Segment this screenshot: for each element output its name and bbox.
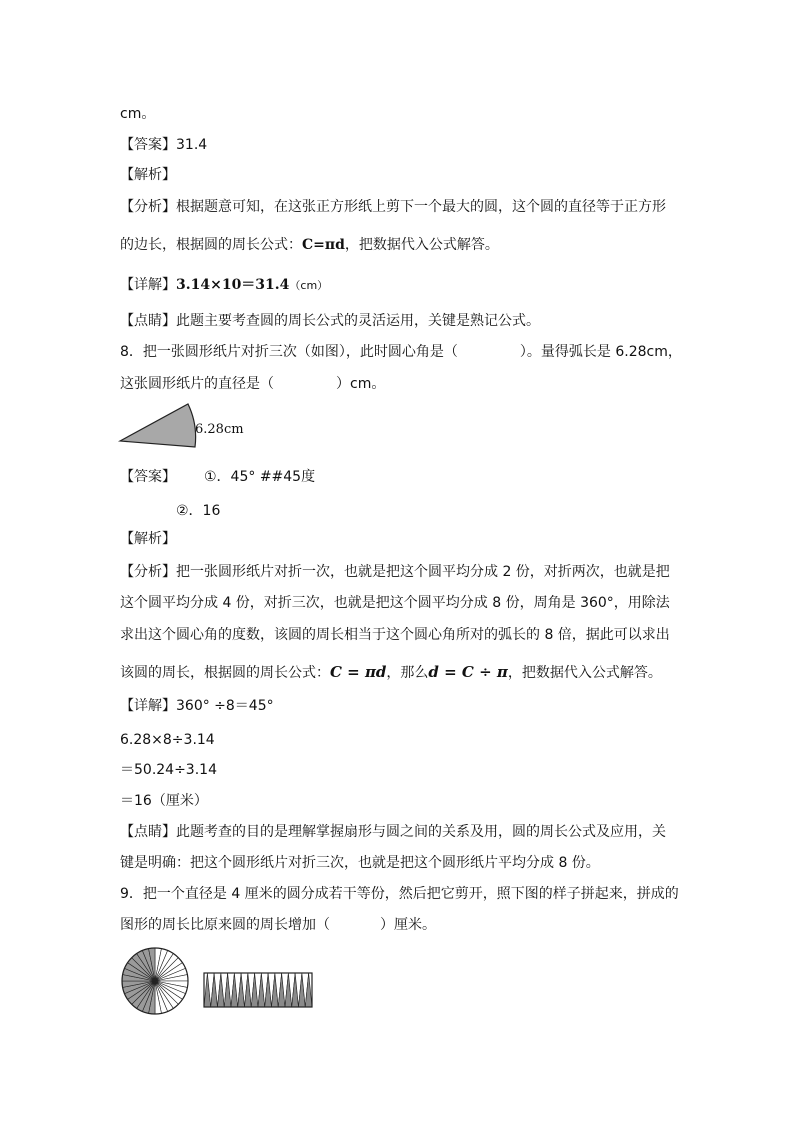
q8-fenxi-line-4 [120,663,662,682]
question-text: ）cm。 [336,376,386,392]
q8-detail-line-4: ＝16（厘米） [120,793,208,809]
answer-value: 31.4 [176,137,208,153]
q7-detail-line [120,276,328,295]
q8-comment-line-1 [120,823,666,841]
comment-tag: 【点睛】 [120,313,176,329]
fenxi-text: ，那么 [386,665,429,681]
strip-triangles [204,973,312,1007]
q8-fenxi-line-3: 求出这个圆心角的度数，该圆的周长相当于这个圆心角所对的弧长的 8 倍，据此可以求出 [120,627,670,643]
detail-expression: 3.14×10＝31.4 [176,277,290,293]
question-text: ）。量得弧长是 6.28cm， [519,344,682,360]
q9-question-line-1: 9．把一个直径是 4 厘米的圆分成若干等份，然后把它剪开，照下图的样子拼起来，拼成的 [120,886,679,902]
sector-shape [120,404,196,447]
q7-tail: cm。 [120,106,156,122]
divided-circle-figure [120,946,190,1016]
sector-arc-label: 6.28cm [195,422,244,437]
fenxi-text: 该圆的周长，根据圆的周长公式： [120,665,330,681]
q8-comment-line-2: 键是明确：把这个圆形纸片对折三次，也就是把这个圆形纸片平均分成 8 份。 [120,855,600,871]
answer-value-1: ①．45° ##45度 [204,469,316,485]
answer-tag: 【答案】 [120,137,176,153]
answer-tag: 【答案】 [120,469,176,485]
q7-analysis-tag: 【解析】 [120,167,176,183]
q9-question-line-2 [120,916,436,934]
q8-fenxi-line-1 [120,563,670,581]
detail-step: 360° ÷8＝45° [176,698,274,714]
q8-answer-line-2: ②．16 [176,503,221,519]
q7-answer-line [120,136,207,154]
formula-c-pi-d: C = πd [330,663,387,681]
q8-answer-line-1 [120,468,315,486]
detail-tag: 【详解】 [120,698,176,714]
q7-comment-line [120,312,540,330]
q8-analysis-tag: 【解析】 [120,531,176,547]
q8-question-line-2 [120,375,385,393]
q8-detail-line-3: ＝50.24÷3.14 [120,762,217,778]
fenxi-text: ，把数据代入公式解答。 [344,237,499,253]
q8-detail-line-2: 6.28×8÷3.14 [120,732,215,748]
q7-fenxi-line-2 [120,236,499,254]
formula-d-c-div-pi: d = C ÷ π [428,663,508,681]
fenxi-text: 把一张圆形纸片对折一次，也就是把这个圆平均分成 2 份，对折两次，也就是把 [176,564,670,580]
q8-question-line-1 [120,343,682,361]
q7-fenxi-line-1 [120,198,666,216]
comment-tag: 【点睛】 [120,824,176,840]
detail-tag: 【详解】 [120,277,176,293]
detail-unit: （cm） [289,279,329,292]
fenxi-text: ，把数据代入公式解答。 [507,665,662,681]
comment-text: 此题主要考查圆的周长公式的灵活运用，关键是熟记公式。 [176,313,540,329]
formula-c-pi-d: C=πd [302,237,345,253]
q8-detail-line-1 [120,697,274,715]
rearranged-strip-figure [203,970,315,1010]
question-text: 这张圆形纸片的直径是（ [120,376,274,392]
fenxi-tag: 【分析】 [120,199,176,215]
fenxi-text: 的边长，根据圆的周长公式： [120,237,302,253]
question-text: 8．把一张圆形纸片对折三次（如图），此时圆心角是（ [120,344,458,360]
fenxi-tag: 【分析】 [120,564,176,580]
fenxi-text: 根据题意可知，在这张正方形纸上剪下一个最大的圆，这个圆的直径等于正方形 [176,199,666,215]
question-text: ）厘米。 [380,917,436,933]
comment-text: 此题考查的目的是理解掌握扇形与圆之间的关系及用，圆的周长公式及应用，关 [176,824,666,840]
q8-fenxi-line-2: 这个圆平均分成 4 份，对折三次，也就是把这个圆平均分成 8 份，周角是 360°，用除法 [120,595,670,611]
question-text: 图形的周长比原来圆的周长增加（ [120,917,330,933]
